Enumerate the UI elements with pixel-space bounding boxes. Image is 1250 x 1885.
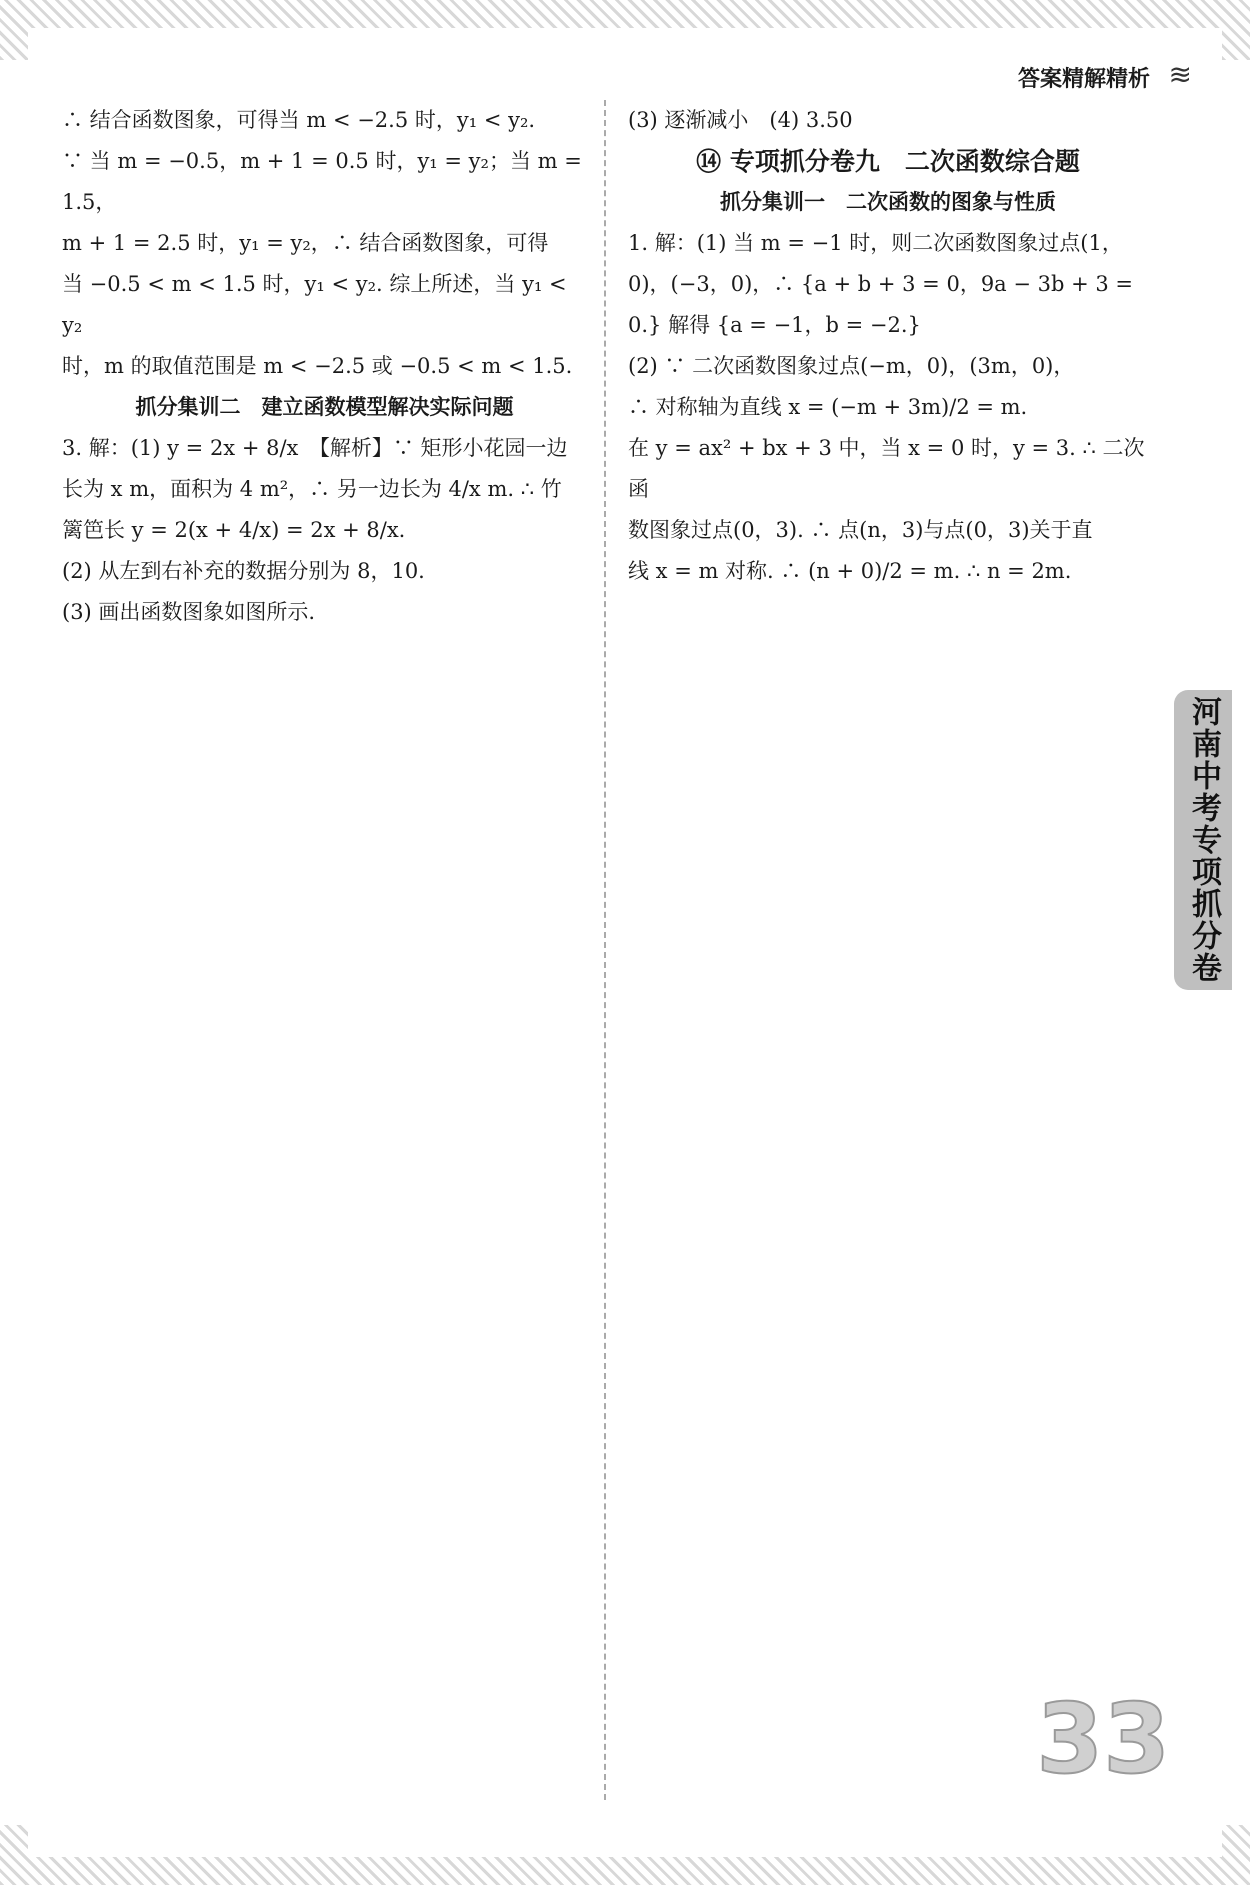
text-line: (3) 画出函数图象如图所示. [62, 600, 316, 624]
section-heading: 抓分集训一 二次函数的图象与性质 [720, 190, 1056, 214]
text-line: 3. 解：(1) y = 2x + 8/x 【解析】∵ 矩形小花园一边 [62, 436, 568, 460]
side-tab: 河南中考专项抓分卷 [1174, 690, 1232, 990]
column-divider [604, 100, 606, 1800]
text-line: 在 y = ax² + bx + 3 中，当 x = 0 时，y = 3. ∴ 二次函 [628, 436, 1145, 501]
header-title: 答案精解精析 [1017, 67, 1150, 92]
page-number: 33 [1036, 1683, 1170, 1795]
text-line: 数图象过点(0，3). ∴ 点(n，3)与点(0，3)关于直 [628, 518, 1093, 542]
section-heading: 抓分集训二 建立函数模型解决实际问题 [135, 395, 514, 419]
text-line: 长为 x m，面积为 4 m²，∴ 另一边长为 4/x m. ∴ 竹 [62, 477, 562, 501]
text-line: (3) 逐渐减小 (4) 3.50 [628, 108, 853, 132]
text-line: 篱笆长 y = 2(x + 4/x) = 2x + 8/x. [62, 518, 406, 542]
left-column [62, 100, 587, 633]
text-line: 当 −0.5 < m < 1.5 时，y₁ < y₂. 综上所述，当 y₁ < y₂ [62, 272, 567, 337]
text-line: ∴ 结合函数图象，可得当 m < −2.5 时，y₁ < y₂. [62, 108, 536, 132]
text-line: ∴ 对称轴为直线 x = (−m + 3m)/2 = m. [628, 395, 1028, 419]
text-line: 0)，(−3，0)，∴ {a + b + 3 = 0，9a − 3b + 3 = 0.} 解得 {a = −1，b = −2.} [628, 272, 1134, 337]
text-line: (2) ∵ 二次函数图象过点(−m，0)，(3m，0)， [628, 354, 1075, 378]
text-line: 线 x = m 对称. ∴ (n + 0)/2 = m. ∴ n = 2m. [628, 559, 1072, 583]
text-line: 时，m 的取值范围是 m < −2.5 或 −0.5 < m < 1.5. [62, 354, 573, 378]
text-line: ∵ 当 m = −0.5，m + 1 = 0.5 时，y₁ = y₂；当 m = 1.5， [62, 149, 582, 214]
text-line: m + 1 = 2.5 时，y₁ = y₂，∴ 结合函数图象，可得 [62, 231, 549, 255]
wave-icon: ≋ [1168, 58, 1192, 91]
right-column [628, 100, 1148, 592]
text-line: (2) 从左到右补充的数据分别为 8，10. [62, 559, 425, 583]
text-line: 1. 解：(1) 当 m = −1 时，则二次函数图象过点(1， [628, 231, 1123, 255]
paper-title: ⑭ 专项抓分卷九 二次函数综合题 [696, 147, 1080, 176]
